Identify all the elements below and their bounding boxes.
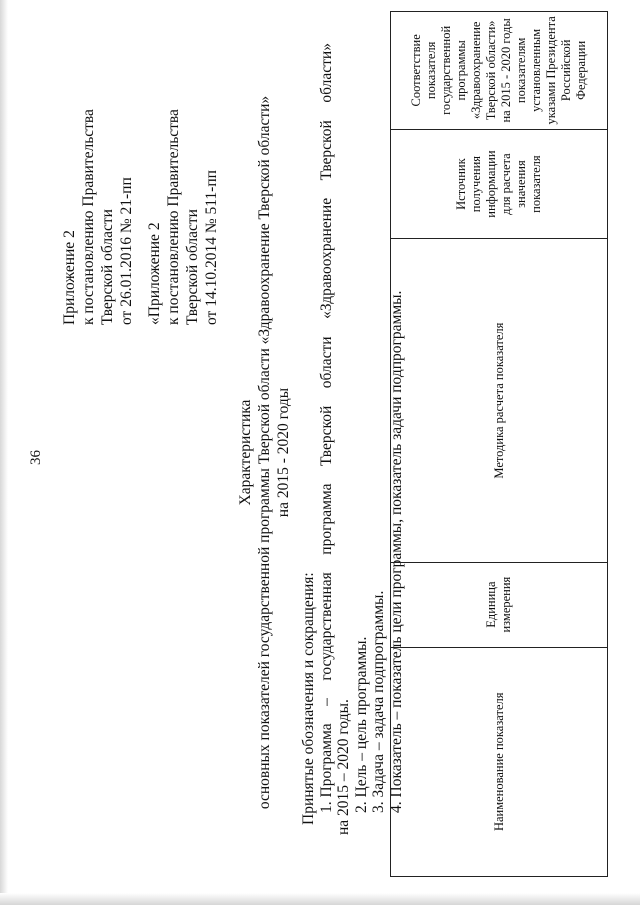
annex-previous-line: от 14.10.2014 № 511-пп [203,170,220,325]
definition-item-1 [318,43,336,825]
header-text: значения [514,160,528,208]
header-unit [391,562,607,647]
header-text: установленным [529,28,543,112]
def-word: программа [317,483,335,555]
page-number: 36 [28,450,44,465]
header-text: Российской Федерации [559,39,588,102]
annex-previous-line: Тверской области [184,209,201,325]
header-text: измерения [499,576,513,633]
def-word: 1. Программа [317,723,335,813]
header-text: на 2015 - 2020 годы [499,18,513,123]
definitions-heading: Принятые обозначения и сокращения: [300,572,317,825]
def-word: области» [317,43,335,103]
def-word: «Здравоохранение [317,197,335,319]
title-line: Характеристика [237,399,254,506]
header-text: информации [484,150,498,218]
header-text: Наименование показателя [491,692,506,832]
definition-item-1-continuation: на 2015 – 2020 годы. [335,699,352,835]
annex-current-line: от 26.01.2016 № 21-пп [118,177,135,325]
header-text: программы [454,40,468,101]
title-line: основных показателей государственной программы Тверской области «Здравоохранение Тверской области» [256,95,273,810]
header-text: получения [469,155,483,213]
header-text: показателям [514,37,528,104]
header-text: государственной [439,25,453,115]
header-text: Источник [454,158,468,210]
annex-current-header [60,109,136,325]
definition-item-2: 2. Цель – цель программы. [352,636,370,813]
header-presidential-decree-match [391,12,607,129]
definition-item-4: 4. Показатель – показатель цели программы, показатель задачи подпрограммы. [387,290,405,813]
header-text: указами Президента [544,16,558,125]
def-word: области [317,336,335,389]
definition-item-3: 3. Задача – задача подпрограммы. [370,590,387,813]
annex-previous-line: «Приложение 2 [146,222,163,325]
title-line: на 2015 - 2020 годы [275,387,292,518]
indicators-table-header [387,11,608,877]
annex-previous-header [145,109,221,325]
annex-current-line: Приложение 2 [61,230,78,325]
header-text: показателя [529,155,543,213]
header-text: показателя [424,41,438,100]
def-word: Тверской [317,405,335,466]
header-text: Единица [484,581,498,628]
header-text: для расчета [499,153,513,215]
header-text: Методика расчета показателя [491,322,506,479]
header-text: Соответствие [409,34,423,107]
def-word: государственная [317,572,335,681]
header-text: «Здравоохранение [469,21,483,120]
header-calculation-method [391,238,607,561]
document-title [236,70,293,835]
header-indicator-name [391,647,607,876]
annex-previous-line: к постановлению Правительства [165,109,182,325]
def-word: – [317,698,335,706]
def-word: Тверской [317,120,335,181]
annex-current-line: Тверской области [99,209,116,325]
annex-current-line: к постановлению Правительства [80,109,97,325]
header-text: Тверской области» [484,20,498,121]
header-data-source [391,129,607,239]
